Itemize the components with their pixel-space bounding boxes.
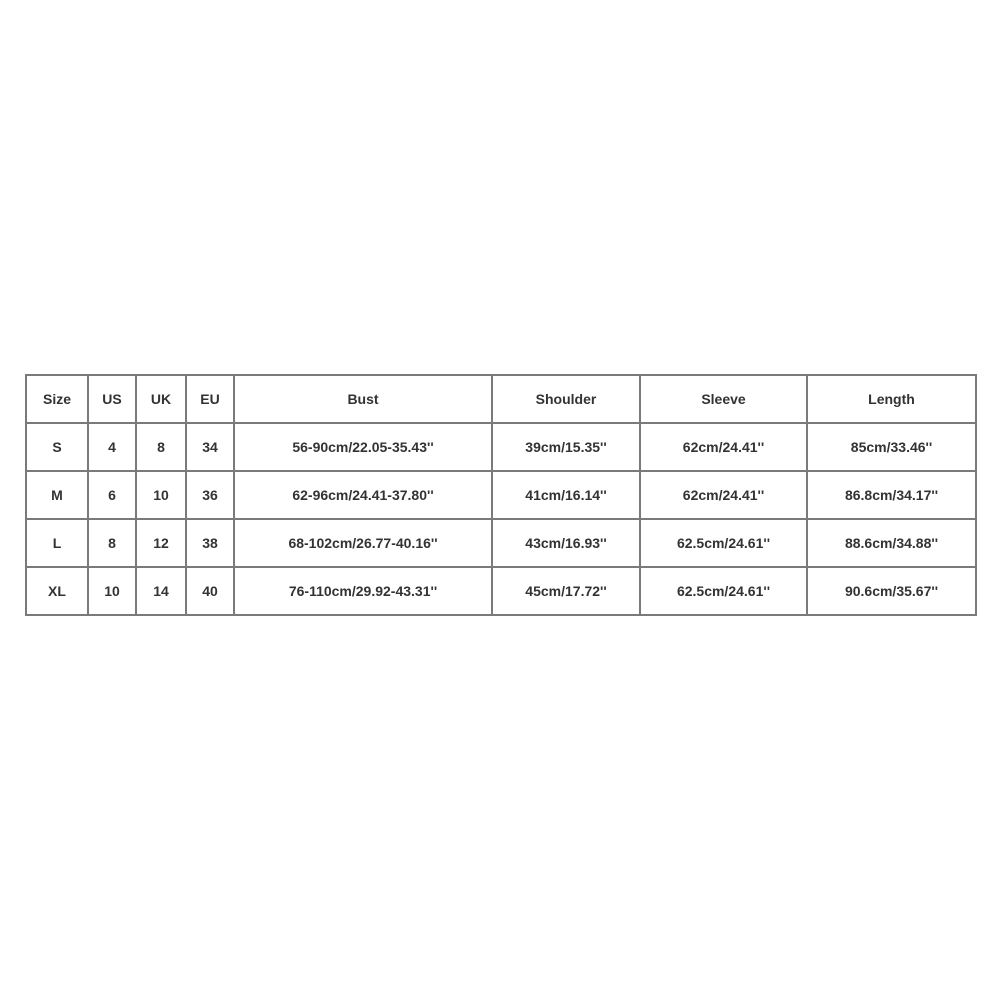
- cell-length: 88.6cm/34.88'': [807, 519, 976, 567]
- cell-length: 85cm/33.46'': [807, 423, 976, 471]
- header-sleeve: Sleeve: [640, 375, 807, 423]
- cell-uk: 10: [136, 471, 186, 519]
- cell-eu: 36: [186, 471, 234, 519]
- header-eu: EU: [186, 375, 234, 423]
- cell-sleeve: 62cm/24.41'': [640, 423, 807, 471]
- cell-size: L: [26, 519, 88, 567]
- cell-eu: 34: [186, 423, 234, 471]
- header-us: US: [88, 375, 136, 423]
- cell-sleeve: 62.5cm/24.61'': [640, 519, 807, 567]
- cell-size: S: [26, 423, 88, 471]
- cell-shoulder: 41cm/16.14'': [492, 471, 640, 519]
- cell-bust: 62-96cm/24.41-37.80'': [234, 471, 492, 519]
- cell-shoulder: 39cm/15.35'': [492, 423, 640, 471]
- cell-eu: 38: [186, 519, 234, 567]
- cell-us: 6: [88, 471, 136, 519]
- cell-bust: 68-102cm/26.77-40.16'': [234, 519, 492, 567]
- cell-size: XL: [26, 567, 88, 615]
- table-row: [26, 471, 976, 519]
- cell-bust: 76-110cm/29.92-43.31'': [234, 567, 492, 615]
- table-header-row: [26, 375, 976, 423]
- cell-length: 86.8cm/34.17'': [807, 471, 976, 519]
- header-bust: Bust: [234, 375, 492, 423]
- cell-length: 90.6cm/35.67'': [807, 567, 976, 615]
- header-shoulder: Shoulder: [492, 375, 640, 423]
- header-uk: UK: [136, 375, 186, 423]
- cell-uk: 14: [136, 567, 186, 615]
- cell-eu: 40: [186, 567, 234, 615]
- size-chart-table: [25, 374, 977, 616]
- cell-shoulder: 45cm/17.72'': [492, 567, 640, 615]
- cell-us: 8: [88, 519, 136, 567]
- cell-size: M: [26, 471, 88, 519]
- table-row: [26, 519, 976, 567]
- cell-shoulder: 43cm/16.93'': [492, 519, 640, 567]
- cell-sleeve: 62cm/24.41'': [640, 471, 807, 519]
- table-row: [26, 567, 976, 615]
- cell-us: 10: [88, 567, 136, 615]
- header-length: Length: [807, 375, 976, 423]
- header-size: Size: [26, 375, 88, 423]
- cell-bust: 56-90cm/22.05-35.43'': [234, 423, 492, 471]
- cell-sleeve: 62.5cm/24.61'': [640, 567, 807, 615]
- cell-us: 4: [88, 423, 136, 471]
- cell-uk: 8: [136, 423, 186, 471]
- table-row: [26, 423, 976, 471]
- cell-uk: 12: [136, 519, 186, 567]
